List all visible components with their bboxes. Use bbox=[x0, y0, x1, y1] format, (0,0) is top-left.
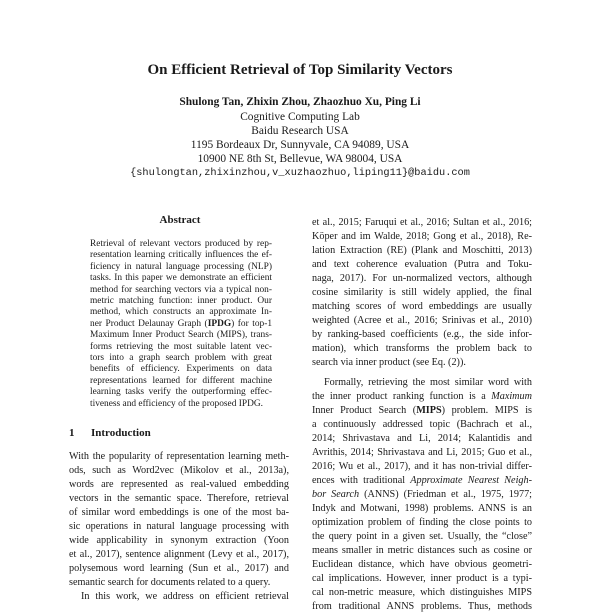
abstract-body-line: ficiency in natural language processing (NLP) bbox=[90, 261, 272, 272]
left-col-line: With the popularity of representation learning meth- bbox=[69, 451, 289, 462]
affiliation-lab: Cognitive Computing Lab bbox=[240, 111, 360, 123]
right-col-line: et al., 2015; Faruqui et al., 2016; Sultan et al., 2016; bbox=[312, 217, 532, 228]
right-col-line: matching scores of word embeddings are usually bbox=[312, 301, 532, 312]
left-col-line: et al., 2017), sentence alignment (Levy et al., 2017), bbox=[69, 549, 289, 560]
right-col-line: the query point in a given set. Usually, the “close” bbox=[312, 531, 532, 542]
right-col-line: Formally, retrieving the most similar word with bbox=[324, 377, 532, 388]
abstract-body-line: resentation learning critically influences the ef- bbox=[90, 250, 272, 261]
abstract-body-line: method for searching vectors via a typical non- bbox=[90, 284, 272, 295]
abstract-body-line: Maximum Inner Product Search (MIPS), trans- bbox=[90, 330, 272, 341]
abstract-body-line: forms retrieving the most suitable latent vec- bbox=[90, 341, 272, 352]
section-heading-introduction bbox=[69, 427, 151, 440]
left-col-line: ods, such as Word2vec (Mikolov et al., 2013a), bbox=[69, 465, 289, 476]
section-number: 1 bbox=[69, 427, 75, 439]
left-col-line: words are represented as real-valued embedding bbox=[69, 479, 289, 490]
right-col-line: from traditional ANNS problems. Thus, methods bbox=[312, 601, 532, 612]
right-col-line: bor Search (ANNS) (Friedman et al., 1975, 1977; bbox=[312, 489, 532, 500]
abstract-body-line: benefits of efficiency. Experiments on data bbox=[90, 364, 272, 375]
right-col-line: Avrithis, 2014; Shrivastava and Li, 2015; Guo et al., bbox=[312, 447, 532, 458]
right-col-line: Indyk and Motwani, 1998) problems. ANNS is an bbox=[312, 503, 532, 514]
right-col-line: cosine similarity is still widely applied, the final bbox=[312, 287, 532, 298]
right-col-line: mation), which transforms the problem back to bbox=[312, 343, 532, 354]
abstract-body-line: metric matching function: inner product. Our bbox=[90, 296, 272, 306]
abstract-body-line: tasks. In this paper we demonstrate an efficient bbox=[90, 273, 272, 284]
left-col-line: semantic search for documents related to a query. bbox=[69, 577, 271, 588]
right-col-line: weighted (Acree et al., 2016; Srinivas et al., 2010) bbox=[312, 315, 532, 326]
right-col-line: and text coherence evaluation (Putra and Toku- bbox=[312, 259, 532, 270]
right-col-line: the inner product ranking function is a Maximum bbox=[312, 391, 532, 402]
right-col-line: by ranking-based coefficients (e.g., the side infor- bbox=[312, 329, 532, 340]
abstract-body-line: learning tasks verify the outperforming effec- bbox=[90, 387, 272, 398]
affiliation-address-1: 1195 Bordeaux Dr, Sunnyvale, CA 94089, USA bbox=[190, 139, 410, 151]
abstract-body-line: method, which constructs an approximate In- bbox=[90, 307, 272, 318]
right-col-line: Euclidean distance, which have obvious geometri- bbox=[312, 559, 532, 570]
abstract-body-line: tors into a graph search problem with great bbox=[90, 353, 272, 363]
left-col-line: sic operations in natural language processing with bbox=[69, 521, 289, 532]
paper-title: On Efficient Retrieval of Top Similarity Vectors bbox=[147, 62, 453, 78]
right-col-line: 2016; Wu et al., 2017), and it has non-trivial differ- bbox=[312, 461, 532, 472]
right-col-line: Köper and im Walde, 2018; Gong et al., 2018), Re- bbox=[312, 231, 532, 242]
left-col-line: of similar word embeddings is one of the most ba- bbox=[69, 507, 289, 518]
right-col-line: a continuously addressed topic (Bachrach et al., bbox=[312, 419, 532, 430]
right-col-line: means smaller in metric distances such as cosine or bbox=[312, 545, 532, 556]
abstract-body-line: representations learned for different machine bbox=[90, 375, 272, 386]
author-email: {shulongtan,zhixinzhou,v_xuzhaozhuo,liping11}@baidu.com bbox=[130, 167, 470, 179]
section-title: Introduction bbox=[91, 427, 151, 439]
left-col-line: In this work, we address on efficient retrieval bbox=[81, 591, 289, 602]
right-col-line: 2014; Shrivastava and Li, 2014; Kalantidis and bbox=[312, 433, 532, 444]
right-col-line: search via inner product (see Eq. (2)). bbox=[312, 357, 466, 368]
affiliation-org: Baidu Research USA bbox=[251, 125, 349, 137]
right-col-line: lation Extraction (RE) (Plank and Moschitti, 2013) bbox=[312, 245, 532, 256]
right-col-line: cal implications. However, inner product is a typi- bbox=[312, 573, 532, 584]
affiliation-address-2: 10900 NE 8th St, Bellevue, WA 98004, USA bbox=[197, 153, 403, 165]
right-col-line: Inner Product Search (MIPS) problem. MIPS is bbox=[312, 405, 533, 416]
author-list: Shulong Tan, Zhixin Zhou, Zhaozhuo Xu, Ping Li bbox=[179, 96, 421, 108]
abstract-body-line: ner Product Delaunay Graph (IPDG) for top-1 bbox=[90, 318, 273, 329]
right-col-line: ences with traditional Approximate Nearest Neigh- bbox=[312, 475, 532, 486]
left-col-line: vectors in the semantic space. Therefore, retrieval bbox=[69, 493, 289, 504]
left-col-line: polysemous word learning (Sun et al., 2017) and bbox=[69, 563, 289, 574]
abstract-body-line: tiveness and efficiency of the proposed IPDG. bbox=[90, 398, 263, 409]
right-col-line: cal non-metric measure, which distinguishes MIPS bbox=[312, 587, 532, 598]
right-col-line: optimization problem of finding the close points to bbox=[312, 517, 532, 528]
left-col-line: wide applicability in synonym extraction (Yoon bbox=[69, 535, 289, 546]
abstract-heading: Abstract bbox=[159, 214, 201, 226]
right-col-line: naga, 2017). For un-normalized vectors, although bbox=[312, 273, 532, 284]
abstract-body-line: Retrieval of relevant vectors produced by rep- bbox=[90, 239, 272, 249]
